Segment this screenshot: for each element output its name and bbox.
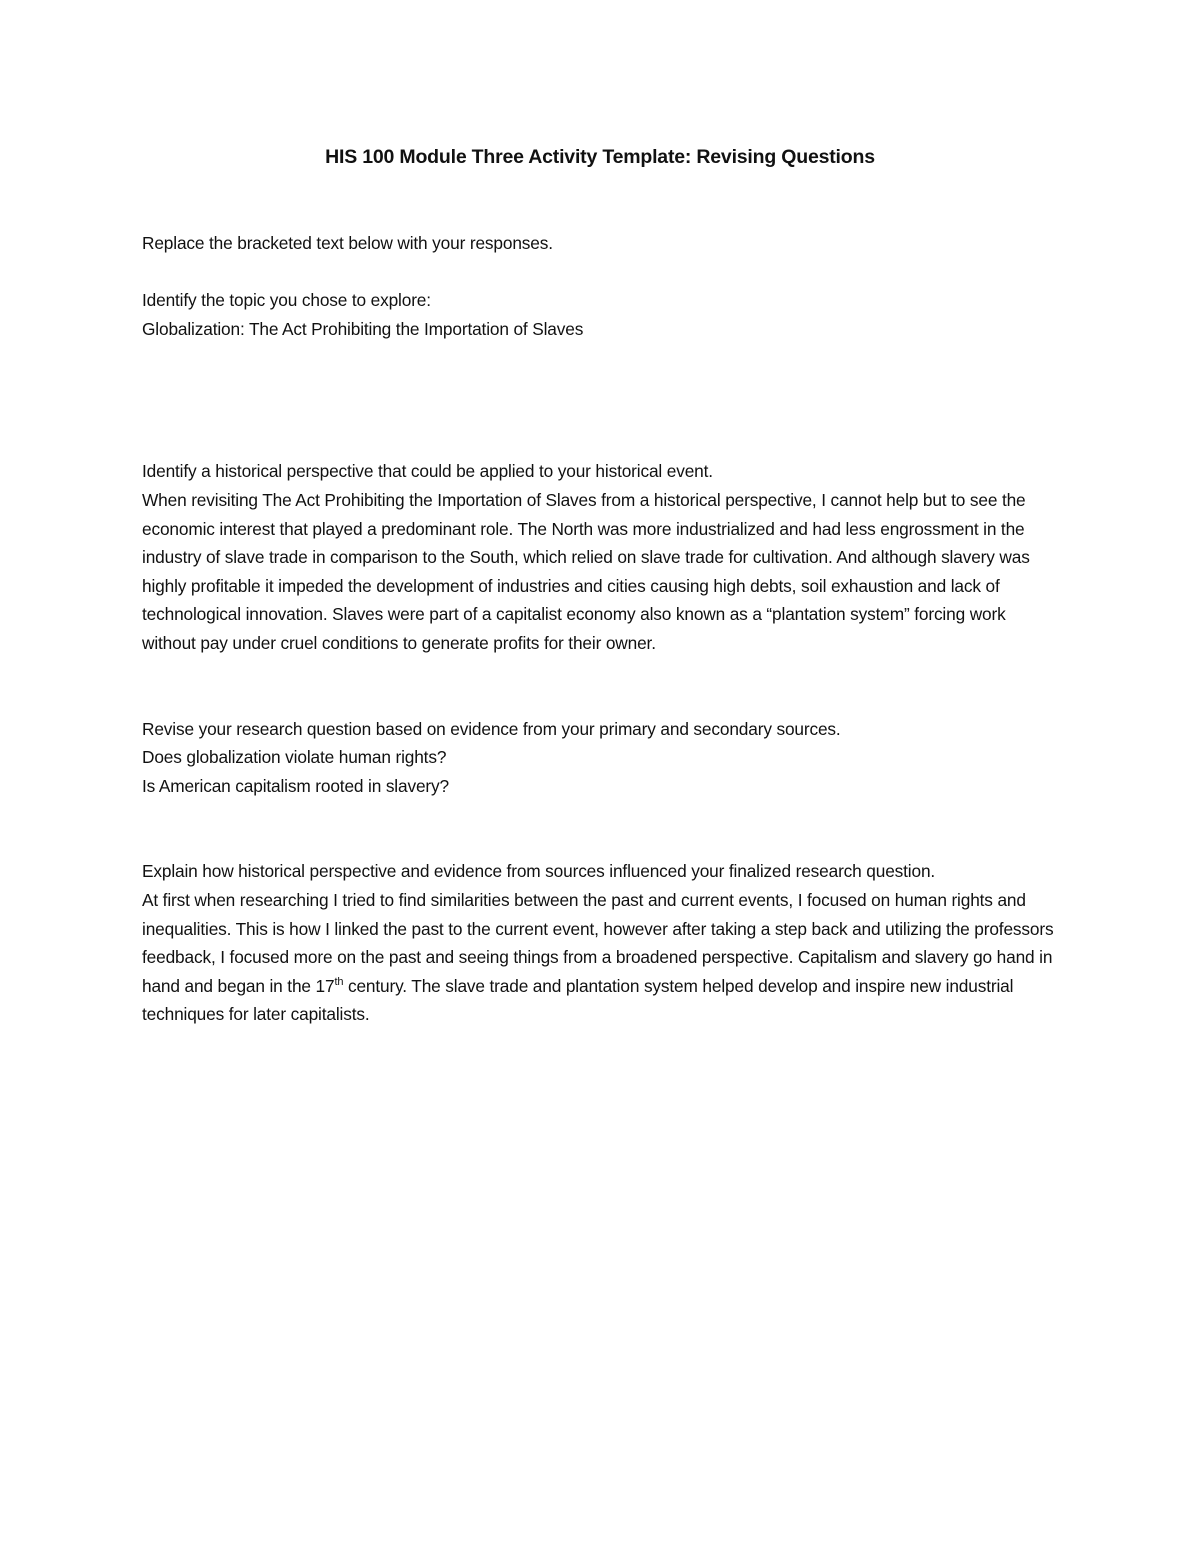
perspective-prompt: Identify a historical perspective that could be applied to your historical event. — [142, 461, 713, 482]
instruction-text: Replace the bracketed text below with your responses. — [142, 233, 553, 253]
research-question-1: Does globalization violate human rights? — [142, 747, 447, 768]
influence-prompt: Explain how historical perspective and evidence from sources influenced your finalized research question. — [142, 861, 936, 882]
influence-response-part-2: century. The slave trade and plantation system helped develop and inspire new industrial techniques for later capitalists. — [142, 975, 1014, 1025]
perspective-response: When revisiting The Act Prohibiting the Importation of Slaves from a historical perspective, I cannot help but to see the economic interest that played a predominant role. The North was more industrialized and had less engrossment in the industry of slave trade in comparison to the South, which relied on slave trade for cultivation. And although slavery was highly profitable it impeded the development of industries and cities causing high debts, soil exhaustion and lack of technological innovation. Slaves were part of a capitalist economy also known as a “plantation system” forcing work without pay under cruel conditions to generate profits for their owner. — [142, 489, 1030, 653]
document-title: HIS 100 Module Three Activity Template: Revising Questions — [325, 146, 875, 168]
ordinal-suffix: th — [334, 975, 344, 988]
document-body — [142, 229, 1062, 1029]
influence-response — [142, 886, 1062, 1029]
research-question-prompt: Revise your research question based on evidence from your primary and secondary sources. — [142, 718, 841, 739]
influence-response-part-1: At first when researching I tried to find similarities between the past and current events, I focused on human rights and inequalities. This is how I linked the past to the current event, however after taking a step back and utilizing the professors feedback, I focused more on the past and seeing things from a broadened perspective. Capitalism and slavery go hand in hand and began in the 17 — [142, 889, 1054, 996]
topic-response: Globalization: The Act Prohibiting the Importation of Slaves — [142, 318, 584, 339]
research-question-2: Is American capitalism rooted in slavery? — [142, 775, 449, 796]
topic-prompt: Identify the topic you chose to explore: — [142, 290, 431, 311]
